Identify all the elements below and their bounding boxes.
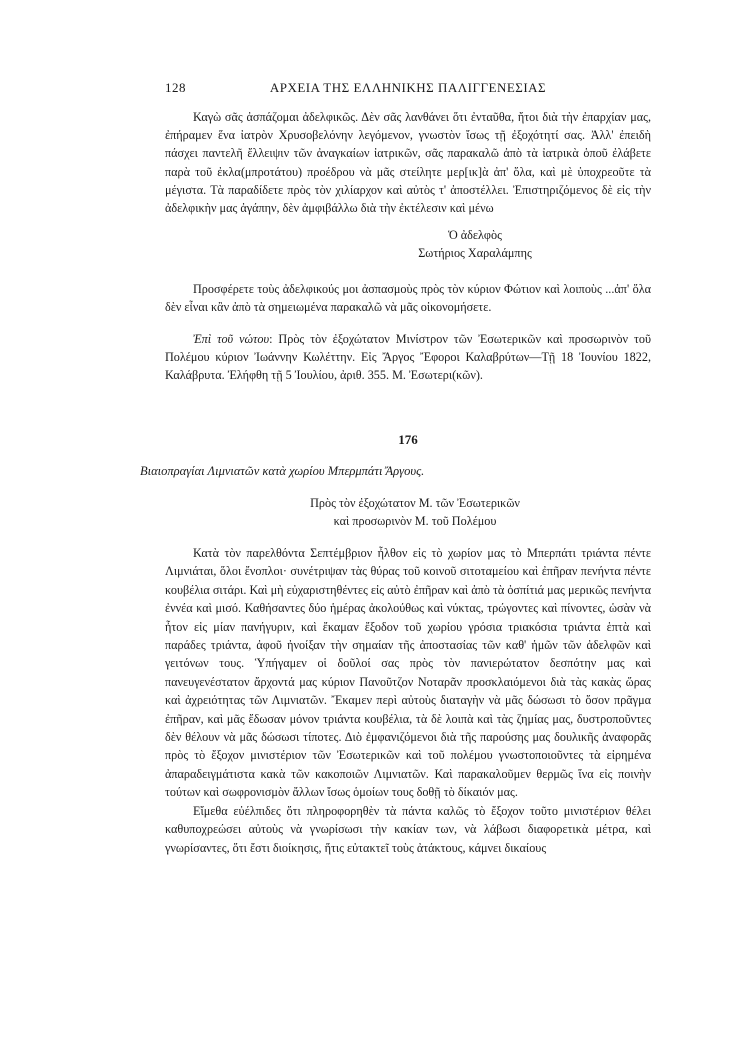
endorsement-text: : Πρὸς τὸν ἐξοχώτατον Μινίστρον τῶν Ἐσωτερικῶν καὶ προσωρινὸν τοῦ Πολέμου κύριον Ἰωάννην Κωλέττην. Εἰς Ἄργος Ἔφοροι Καλαβρύτων—Τῇ 18 Ἰουνίου 1822, Καλάβρυτα. Ἐλήφθη τῇ 5 Ἰουλίου, ἀριθ. 355. Μ. Ἐσωτερι(κῶν).: [165, 332, 651, 383]
page-number: 128: [165, 80, 186, 95]
letter-closing-paragraph: [165, 108, 651, 217]
postscript-text: Προσφέρετε τοὺς ἀδελφικούς μοι ἀσπασμοὺς πρὸς τὸν κύριον Φώτιον καὶ λοιποὺς ...ἀπ' ὅλα δὲν εἶναι κἂν ἀπὸ τὰ σημειωμένα παρακαλῶ νὰ μᾶς οἰκονομήσετε.: [165, 282, 651, 315]
postscript: [165, 280, 651, 316]
signoff-line: Ὁ ἀδελφὸς: [448, 228, 502, 242]
body-paragraph: Κατὰ τὸν παρελθόντα Σεπτέμβριον ἦλθον εἰς τὸ χωρίον μας τὸ Μπερπάτι τριάντα πέντε Λιμνιάται, ὅλοι ἔνοπλοι· συνέτριψαν τὰς θύρας τοῦ κοινοῦ σιτοταμείου καὶ ἐπῆραν πενήντα πέντε κουβέλια σιτάρι. Καὶ μὴ εὐχαριστηθέντες εἰς αὐτὸ ἐπῆραν καὶ ἀπὸ τὰ ὀσπίτιά μας μερικῶς πενήντα ἐννέα καὶ μισό. Καθήσαντες δύο ἡμέρας ἀκολούθως καὶ νύκτας, τρώγοντες καὶ πίνοντες, ὡσὰν νὰ ἦτον εἰς μίαν πανήγυριν, καὶ ἔκαμαν ἔξοδον τοῦ χωρίου γρόσια τριακόσια τριάντα ἑπτὰ καὶ παράδες τριάντα, ἀφοῦ ἠνοίξαν τὴν σημαίαν τῆς ἀποστασίας τῶν καθ' ἡμῶν τῶν ἀδελφῶν καὶ γειτόνων τους. Ὑπήγαμεν οἱ δοῦλοί σας πρὸς τὸν πανιερώτατον δεσπότην μας καὶ πανευγενέστατον ἄρχοντά μας κύριον Πανοῦτζον Νοταρᾶν προσκλαιόμενοι διὰ τὰς κακὰς ὥρας καὶ ἀχρειότητας τῶν Λιμνιατῶν. Ἔκαμεν περὶ αὐτοὺς διαταγὴν νὰ μᾶς δώσωσι τὸ ὅσον πρᾶγμα ἐπῆραν, καὶ μᾶς ἔδωσαν μόνον τριάντα κουβέλια, τὰ δὲ λοιπὰ καὶ τὰς ζημίας μας, δυστροποῦντες δὲν θέλουν νὰ μᾶς δώσωσι τίποτες. Διὸ ἐμφανιζόμενοι διὰ τῆς παρούσης μας δουλικῆς ἀναφορᾶς πρὸς τὸ ἔξοχον μινιστέριον τῶν Ἐσωτερικῶν καὶ τοῦ πολέμου γνωστοποιοῦντες τὰ εἰρημένα ἀπαραδειγμάτιστα κακὰ τῶν κακοποιῶν Λιμνιατῶν. Καὶ παρακαλοῦμεν θερμῶς ἵνα εἰς ποινὴν τούτων καὶ σωφρονισμὸν ἄλλων ἴσως ὁμοίων τους δοθῇ τὸ δίκαιόν μας.: [165, 546, 651, 800]
body-paragraph: Εἴμεθα εὐέλπιδες ὅτι πληροφορηθὲν τὰ πάντα καλῶς τὸ ἔξοχον τοῦτο μινιστέριον θέλει καθυποχρεώσει αὐτοὺς νὰ γνωρίσωσι τὴν κακίαν των, νὰ λάβωσι διαφορετικὰ μέτρα, καὶ γνωρίσαντες, ὅτι ἔστι διοίκησις, ἥτις εὐτακτεῖ τοὺς ἀτάκτους, κάμνει δικαίους: [165, 803, 651, 855]
signature-block: [400, 226, 550, 262]
endorsement-note: [165, 330, 651, 385]
running-title: ΑΡΧΕΙΑ ΤΗΣ ΕΛΛΗΝΙΚΗΣ ΠΑΛΙΓΓΕΝΕΣΙΑΣ: [269, 80, 547, 95]
document-number: 176: [398, 432, 418, 447]
document-body: [165, 544, 651, 857]
address-block: [245, 494, 585, 530]
address-line: καὶ προσωρινὸν Μ. τοῦ Πολέμου: [333, 514, 497, 528]
letter-paragraph: Καγὼ σᾶς ἀσπάζομαι ἀδελφικῶς. Δὲν σᾶς λανθάνει ὅτι ἐνταῦθα, ἤτοι διὰ τὴν ἐπαρχίαν μας, ἐπήραμεν ἕνα ἰατρὸν Χρυσοβελόνην λεγόμενον, γνωστὸν ἴσως τῇ ἐξοχότητί σας. Ἀλλ' ἐπειδὴ πάσχει παντελῆ ἔλλειψιν τῶν ἀναγκαίων ἰατρικῶν, σᾶς παρακαλῶ ἀπὸ τὰ ἰατρικὰ ὁποῦ ἐλάβετε παρὰ τοῦ ἐκλα(μπροτάτου) προέδρου νὰ μᾶς στείλητε μερ[ικ]ὰ ἀπ' ὅλα, καὶ μὲ ὑποχρεοῦτε τὰ μέγιστα. Τὰ παραδίδετε πρὸς τὸν χιλίαρχον καὶ αὐτὸς τ' ἀποστέλλει. Ἐπιστηριζόμενος δὲ εἰς τὴν ἀδελφικὴν μας ἀγάπην, δὲν ἀμφιβάλλω διὰ τὴν ἐκτέλεσιν καὶ μένω: [165, 110, 651, 216]
address-line: Πρὸς τὸν ἐξοχώτατον Μ. τῶν Ἐσωτερικῶν: [310, 496, 520, 510]
endorsement-label: Ἐπὶ τοῦ νώτου: [193, 332, 270, 346]
signer-name: Σωτήριος Χαραλάμπης: [418, 246, 532, 260]
document-heading: Βιαιοπραγίαι Λιμνιατῶν κατὰ χωρίου Μπερμπάτι Ἄργους.: [140, 464, 425, 478]
